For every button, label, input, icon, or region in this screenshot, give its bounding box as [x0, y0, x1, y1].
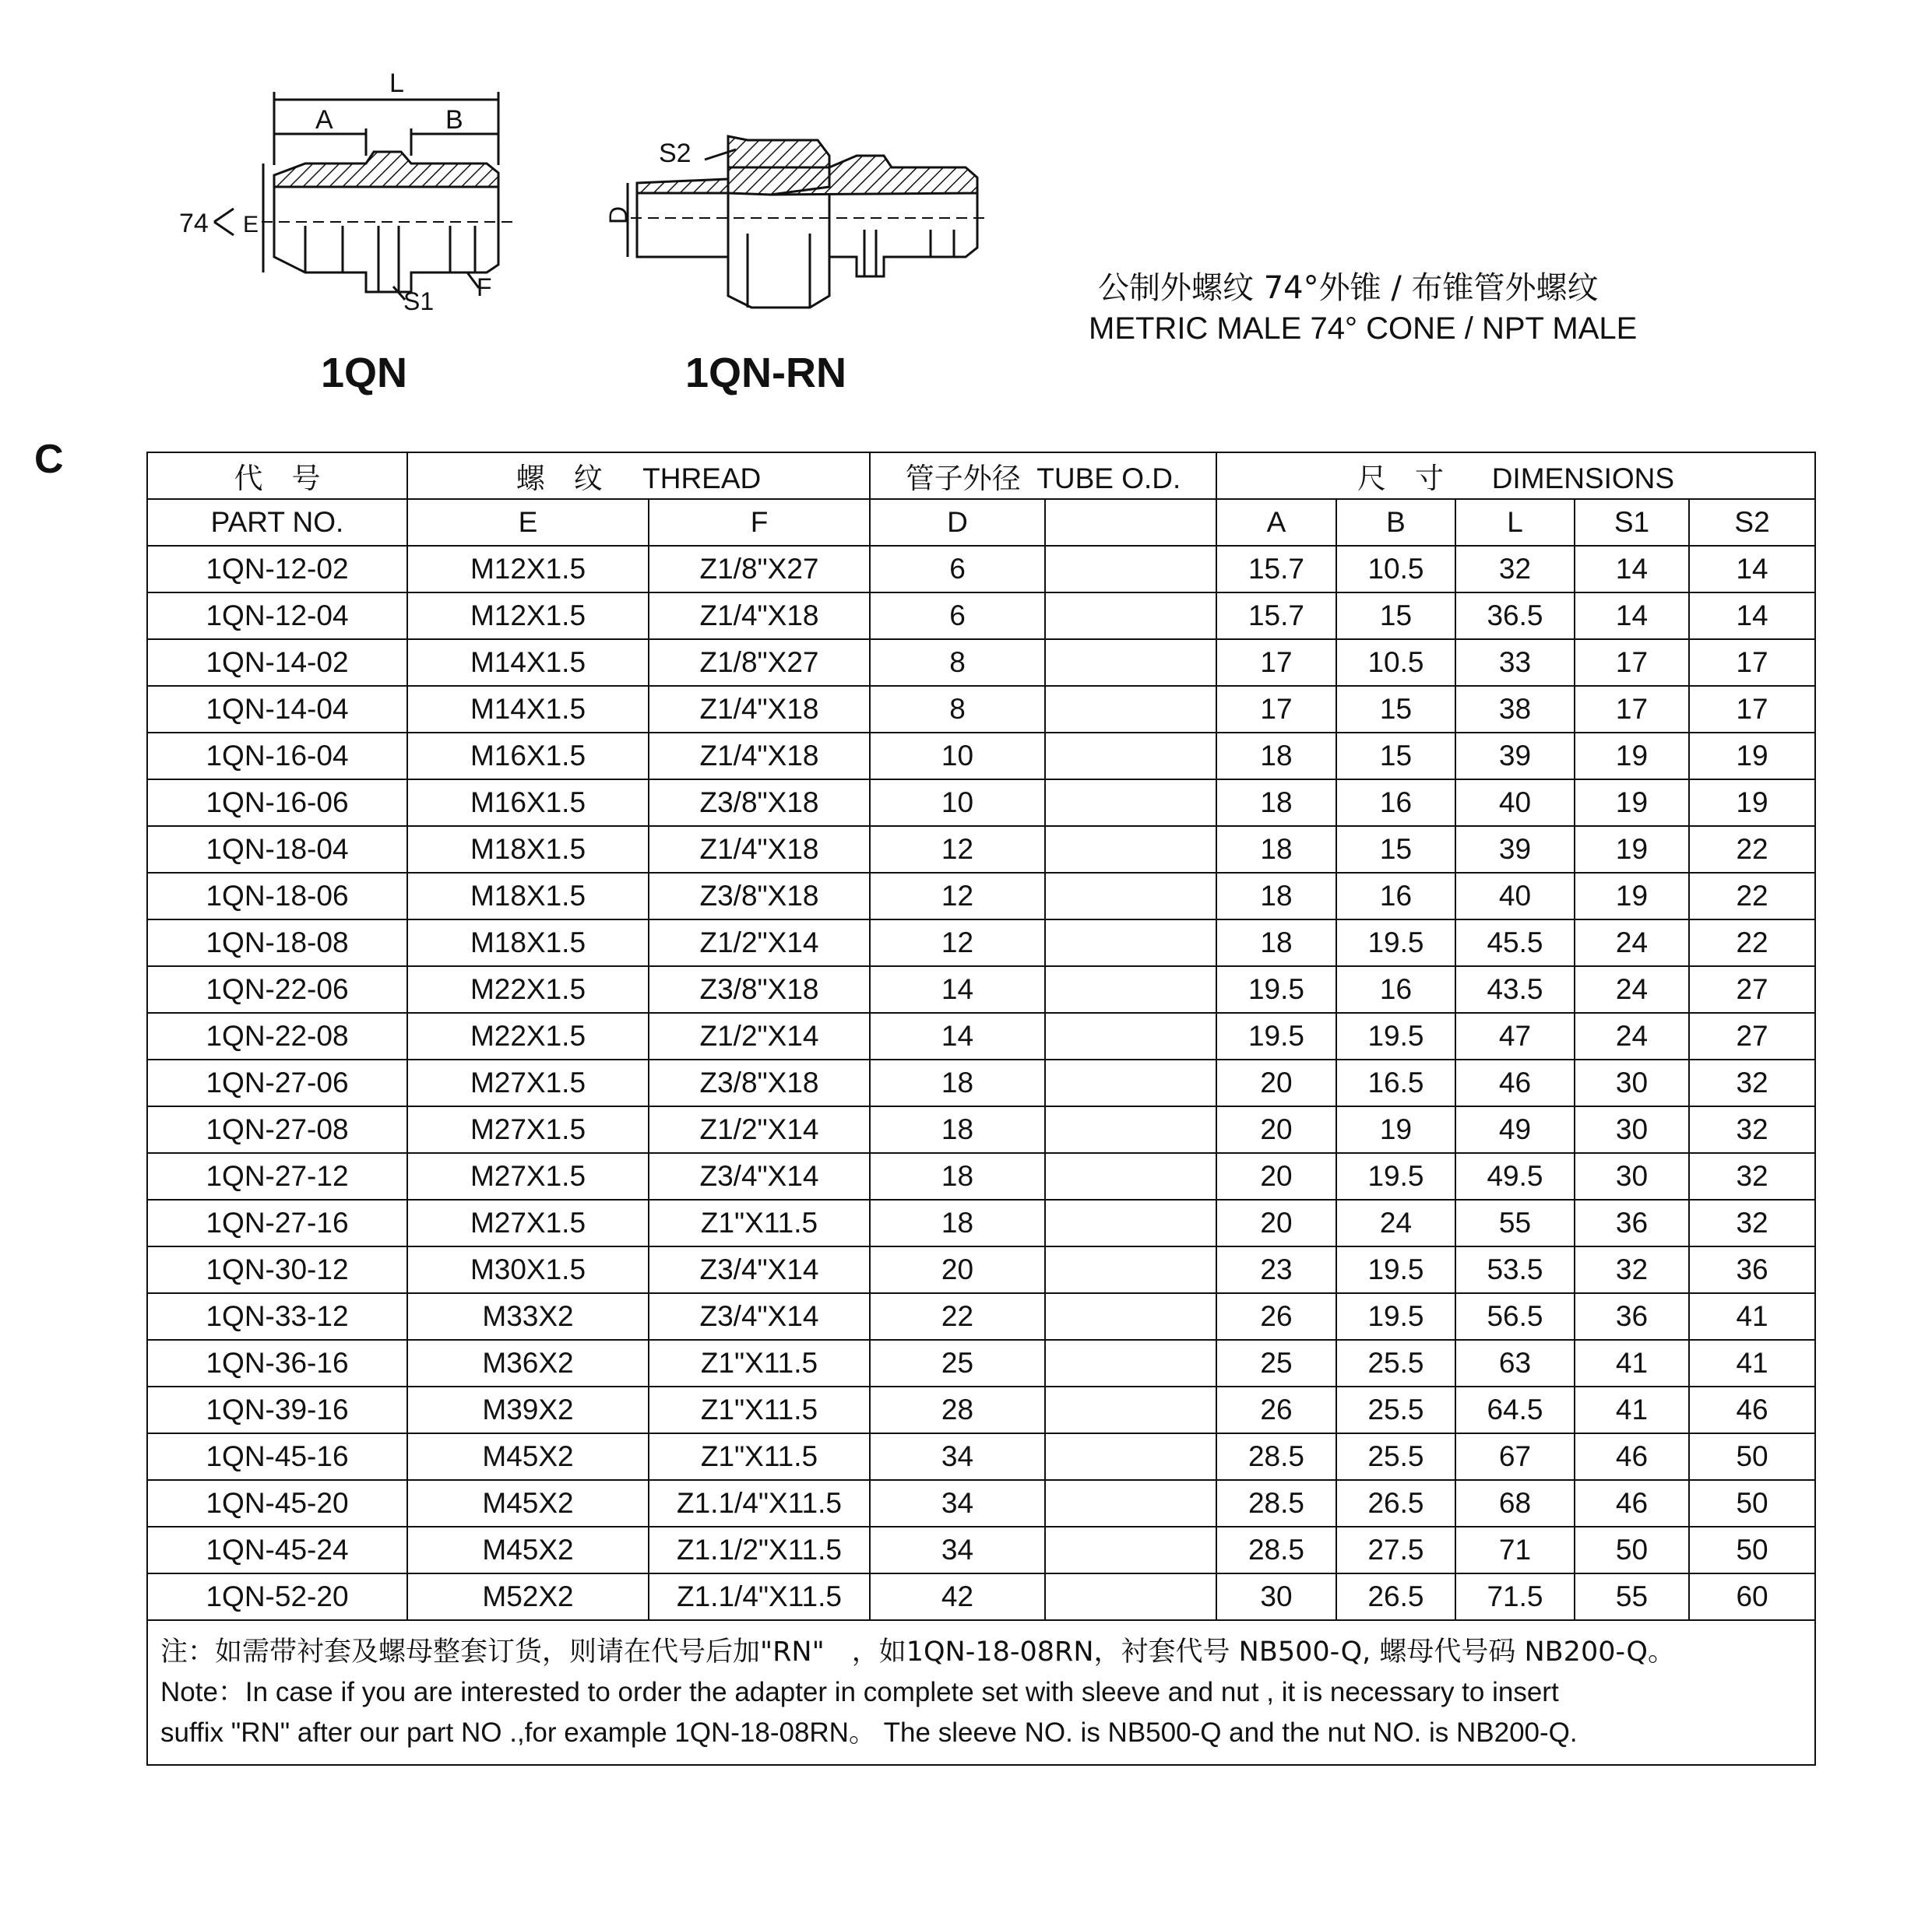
- table-row: [147, 1246, 1815, 1293]
- cell-part-no: 1QN-33-12: [147, 1293, 407, 1340]
- cell-thread-e: M27X1.5: [407, 1153, 649, 1200]
- drawing-1qn: [214, 92, 514, 300]
- cell-part-no: 1QN-16-04: [147, 733, 407, 779]
- cell-tube-d: 8: [870, 639, 1045, 686]
- header-tube: 管子外径 TUBE O.D.: [870, 452, 1216, 499]
- cell-thread-e: M22X1.5: [407, 1013, 649, 1060]
- spec-table: [146, 452, 1816, 1766]
- cell-thread-f: Z3/8"X18: [649, 966, 870, 1013]
- cell-dim-l: 64.5: [1455, 1387, 1575, 1433]
- cell-thread-f: Z1.1/4"X11.5: [649, 1573, 870, 1620]
- cell-dim-l: 56.5: [1455, 1293, 1575, 1340]
- table-row: [147, 1433, 1815, 1480]
- cell-tube-blank: [1045, 1246, 1216, 1293]
- cell-dim-b: 19.5: [1336, 1013, 1455, 1060]
- cell-part-no: 1QN-39-16: [147, 1387, 407, 1433]
- cell-dim-s1: 55: [1575, 1573, 1689, 1620]
- cell-dim-b: 10.5: [1336, 546, 1455, 592]
- note-chinese: 注：如需带衬套及螺母整套订货，则请在代号后加"RN" ，如1QN-18-08RN，衬套代号 NB500-Q, 螺母代号码 NB200-Q。: [160, 1636, 1675, 1668]
- table-row: [147, 1106, 1815, 1153]
- cell-dim-s2: 32: [1689, 1200, 1815, 1246]
- cell-dim-a: 28.5: [1216, 1480, 1336, 1527]
- cell-part-no: 1QN-18-04: [147, 826, 407, 873]
- cell-dim-a: 18: [1216, 919, 1336, 966]
- header-row-1: [147, 452, 1815, 499]
- note-cell: [147, 1620, 1815, 1765]
- cell-dim-s1: 36: [1575, 1293, 1689, 1340]
- cell-tube-blank: [1045, 1153, 1216, 1200]
- cell-dim-b: 15: [1336, 826, 1455, 873]
- cell-dim-s2: 36: [1689, 1246, 1815, 1293]
- cell-tube-blank: [1045, 1433, 1216, 1480]
- cell-tube-d: 18: [870, 1106, 1045, 1153]
- cell-dim-s2: 27: [1689, 966, 1815, 1013]
- cell-dim-a: 18: [1216, 873, 1336, 919]
- cell-dim-l: 38: [1455, 686, 1575, 733]
- header-part-en: PART NO.: [147, 499, 407, 546]
- cell-dim-s1: 19: [1575, 873, 1689, 919]
- cell-thread-f: Z3/8"X18: [649, 1060, 870, 1106]
- cell-part-no: 1QN-12-04: [147, 592, 407, 639]
- cell-tube-d: 34: [870, 1480, 1045, 1527]
- cell-thread-f: Z1/2"X14: [649, 1106, 870, 1153]
- cell-thread-f: Z3/8"X18: [649, 873, 870, 919]
- dim-label-d: D: [604, 206, 632, 224]
- cell-thread-e: M27X1.5: [407, 1200, 649, 1246]
- cell-thread-e: M33X2: [407, 1293, 649, 1340]
- cell-tube-d: 20: [870, 1246, 1045, 1293]
- header-col-f: F: [649, 499, 870, 546]
- cell-dim-b: 16: [1336, 966, 1455, 1013]
- cell-thread-f: Z3/8"X18: [649, 779, 870, 826]
- cell-dim-l: 45.5: [1455, 919, 1575, 966]
- header-col-s1: S1: [1575, 499, 1689, 546]
- cell-thread-e: M52X2: [407, 1573, 649, 1620]
- cell-thread-e: M27X1.5: [407, 1106, 649, 1153]
- cell-dim-l: 49.5: [1455, 1153, 1575, 1200]
- cell-tube-d: 34: [870, 1527, 1045, 1573]
- cell-dim-a: 18: [1216, 733, 1336, 779]
- cell-tube-d: 25: [870, 1340, 1045, 1387]
- cell-dim-l: 40: [1455, 779, 1575, 826]
- cell-tube-blank: [1045, 826, 1216, 873]
- cell-tube-d: 14: [870, 1013, 1045, 1060]
- cell-dim-s1: 36: [1575, 1200, 1689, 1246]
- cell-dim-b: 19.5: [1336, 1293, 1455, 1340]
- cell-dim-l: 49: [1455, 1106, 1575, 1153]
- table-row: [147, 1480, 1815, 1527]
- cell-tube-d: 22: [870, 1293, 1045, 1340]
- table-row: [147, 1573, 1815, 1620]
- cell-dim-a: 15.7: [1216, 546, 1336, 592]
- cell-tube-d: 6: [870, 546, 1045, 592]
- cell-tube-d: 18: [870, 1060, 1045, 1106]
- cell-dim-b: 25.5: [1336, 1340, 1455, 1387]
- cell-dim-s1: 30: [1575, 1106, 1689, 1153]
- cell-tube-blank: [1045, 1106, 1216, 1153]
- cell-dim-s1: 32: [1575, 1246, 1689, 1293]
- header-col-d: D: [870, 499, 1045, 546]
- cell-dim-l: 71: [1455, 1527, 1575, 1573]
- cell-dim-a: 17: [1216, 639, 1336, 686]
- cell-dim-b: 19.5: [1336, 919, 1455, 966]
- cell-dim-s2: 32: [1689, 1153, 1815, 1200]
- cell-dim-a: 20: [1216, 1153, 1336, 1200]
- cell-thread-e: M14X1.5: [407, 639, 649, 686]
- cell-dim-l: 39: [1455, 826, 1575, 873]
- dim-label-f: F: [477, 273, 492, 301]
- cell-dim-s2: 50: [1689, 1480, 1815, 1527]
- cell-dim-b: 10.5: [1336, 639, 1455, 686]
- cell-dim-s2: 17: [1689, 686, 1815, 733]
- cell-dim-a: 17: [1216, 686, 1336, 733]
- cell-dim-a: 20: [1216, 1106, 1336, 1153]
- cell-part-no: 1QN-45-24: [147, 1527, 407, 1573]
- note-row: [147, 1620, 1815, 1765]
- cell-dim-l: 39: [1455, 733, 1575, 779]
- table-row: [147, 1387, 1815, 1433]
- cell-dim-s2: 50: [1689, 1527, 1815, 1573]
- cell-tube-d: 6: [870, 592, 1045, 639]
- cell-tube-d: 10: [870, 733, 1045, 779]
- table-row: [147, 1293, 1815, 1340]
- cell-dim-s2: 60: [1689, 1573, 1815, 1620]
- table-row: [147, 826, 1815, 873]
- header-row-2: [147, 499, 1815, 546]
- cell-dim-b: 19.5: [1336, 1153, 1455, 1200]
- header-col-e: E: [407, 499, 649, 546]
- table-row: [147, 592, 1815, 639]
- cell-thread-f: Z1/4"X18: [649, 733, 870, 779]
- table-row: [147, 546, 1815, 592]
- cell-thread-e: M12X1.5: [407, 592, 649, 639]
- cell-tube-blank: [1045, 1527, 1216, 1573]
- cell-tube-blank: [1045, 779, 1216, 826]
- cell-part-no: 1QN-36-16: [147, 1340, 407, 1387]
- dim-label-l: L: [389, 69, 404, 98]
- cell-dim-b: 15: [1336, 592, 1455, 639]
- cell-part-no: 1QN-30-12: [147, 1246, 407, 1293]
- cell-tube-d: 10: [870, 779, 1045, 826]
- cell-dim-s2: 22: [1689, 873, 1815, 919]
- cell-dim-s1: 50: [1575, 1527, 1689, 1573]
- cell-part-no: 1QN-18-06: [147, 873, 407, 919]
- table-row: [147, 639, 1815, 686]
- cell-dim-a: 20: [1216, 1200, 1336, 1246]
- cell-dim-s2: 19: [1689, 779, 1815, 826]
- cell-tube-blank: [1045, 592, 1216, 639]
- cell-dim-b: 25.5: [1336, 1433, 1455, 1480]
- table-row: [147, 1013, 1815, 1060]
- cell-dim-s2: 41: [1689, 1293, 1815, 1340]
- header-dimensions: 尺 寸 DIMENSIONS: [1216, 452, 1815, 499]
- cell-thread-e: M45X2: [407, 1480, 649, 1527]
- cell-dim-l: 63: [1455, 1340, 1575, 1387]
- cell-dim-s1: 14: [1575, 592, 1689, 639]
- model-label-1qn: 1QN: [321, 350, 408, 396]
- table-row: [147, 1527, 1815, 1573]
- cell-part-no: 1QN-45-20: [147, 1480, 407, 1527]
- cell-dim-s1: 24: [1575, 966, 1689, 1013]
- cell-dim-a: 20: [1216, 1060, 1336, 1106]
- cell-part-no: 1QN-27-06: [147, 1060, 407, 1106]
- cell-dim-s2: 32: [1689, 1106, 1815, 1153]
- section-letter: C: [34, 437, 64, 482]
- cell-dim-a: 26: [1216, 1387, 1336, 1433]
- cell-thread-e: M16X1.5: [407, 733, 649, 779]
- cell-part-no: 1QN-27-08: [147, 1106, 407, 1153]
- cell-dim-l: 36.5: [1455, 592, 1575, 639]
- cell-thread-f: Z1"X11.5: [649, 1200, 870, 1246]
- table-row: [147, 1200, 1815, 1246]
- cell-tube-d: 34: [870, 1433, 1045, 1480]
- cell-thread-e: M18X1.5: [407, 919, 649, 966]
- cell-tube-blank: [1045, 1200, 1216, 1246]
- cell-dim-a: 25: [1216, 1340, 1336, 1387]
- cell-tube-d: 12: [870, 873, 1045, 919]
- cell-dim-s1: 41: [1575, 1387, 1689, 1433]
- cell-tube-blank: [1045, 873, 1216, 919]
- cell-dim-s2: 14: [1689, 546, 1815, 592]
- cell-tube-d: 12: [870, 919, 1045, 966]
- title-chinese: 公制外螺纹 74°外锥 / 布锥管外螺纹: [1098, 270, 1599, 306]
- cell-dim-l: 32: [1455, 546, 1575, 592]
- header-col-blank: [1045, 499, 1216, 546]
- note-english-1: Note：In case if you are interested to order the adapter in complete set with sleeve and nut , it is necessary to insert: [160, 1677, 1559, 1707]
- cell-dim-s1: 14: [1575, 546, 1689, 592]
- cell-part-no: 1QN-16-06: [147, 779, 407, 826]
- cell-tube-blank: [1045, 1060, 1216, 1106]
- cell-dim-b: 25.5: [1336, 1387, 1455, 1433]
- model-label-1qn-rn: 1QN-RN: [685, 350, 847, 396]
- cell-dim-b: 19: [1336, 1106, 1455, 1153]
- cell-dim-s2: 17: [1689, 639, 1815, 686]
- cell-thread-e: M16X1.5: [407, 779, 649, 826]
- cell-part-no: 1QN-27-16: [147, 1200, 407, 1246]
- table-body: [147, 546, 1815, 1620]
- cell-thread-f: Z1.1/4"X11.5: [649, 1480, 870, 1527]
- cell-thread-f: Z3/4"X14: [649, 1153, 870, 1200]
- cell-thread-e: M39X2: [407, 1387, 649, 1433]
- cell-part-no: 1QN-45-16: [147, 1433, 407, 1480]
- cell-part-no: 1QN-27-12: [147, 1153, 407, 1200]
- cell-thread-f: Z1/8"X27: [649, 639, 870, 686]
- cell-dim-s2: 22: [1689, 826, 1815, 873]
- dim-label-angle: 74: [179, 209, 209, 238]
- cell-dim-l: 68: [1455, 1480, 1575, 1527]
- cell-thread-f: Z1/2"X14: [649, 1013, 870, 1060]
- cell-thread-e: M30X1.5: [407, 1246, 649, 1293]
- cell-dim-a: 28.5: [1216, 1433, 1336, 1480]
- cell-tube-d: 14: [870, 966, 1045, 1013]
- cell-dim-b: 16: [1336, 873, 1455, 919]
- header-col-b: B: [1336, 499, 1455, 546]
- table-row: [147, 1153, 1815, 1200]
- cell-dim-s1: 19: [1575, 826, 1689, 873]
- cell-dim-s1: 30: [1575, 1060, 1689, 1106]
- dim-label-s2: S2: [659, 139, 692, 168]
- cell-dim-b: 26.5: [1336, 1573, 1455, 1620]
- cell-thread-f: Z1"X11.5: [649, 1387, 870, 1433]
- cell-dim-l: 40: [1455, 873, 1575, 919]
- cell-dim-b: 26.5: [1336, 1480, 1455, 1527]
- cell-part-no: 1QN-14-04: [147, 686, 407, 733]
- table-row: [147, 966, 1815, 1013]
- cell-thread-e: M18X1.5: [407, 873, 649, 919]
- cell-tube-blank: [1045, 546, 1216, 592]
- cell-tube-d: 42: [870, 1573, 1045, 1620]
- cell-thread-f: Z1/8"X27: [649, 546, 870, 592]
- table-row: [147, 1060, 1815, 1106]
- cell-dim-l: 67: [1455, 1433, 1575, 1480]
- cell-tube-d: 12: [870, 826, 1045, 873]
- header-col-l: L: [1455, 499, 1575, 546]
- cell-dim-b: 24: [1336, 1200, 1455, 1246]
- cell-dim-s1: 19: [1575, 733, 1689, 779]
- header-part-cn: 代 号: [147, 452, 407, 499]
- cell-dim-a: 23: [1216, 1246, 1336, 1293]
- cell-dim-l: 43.5: [1455, 966, 1575, 1013]
- cell-dim-s1: 17: [1575, 686, 1689, 733]
- cell-dim-a: 18: [1216, 779, 1336, 826]
- cell-dim-a: 30: [1216, 1573, 1336, 1620]
- cell-dim-s2: 41: [1689, 1340, 1815, 1387]
- cell-thread-f: Z1/2"X14: [649, 919, 870, 966]
- cell-dim-s1: 41: [1575, 1340, 1689, 1387]
- cell-tube-blank: [1045, 919, 1216, 966]
- cell-dim-l: 46: [1455, 1060, 1575, 1106]
- title-english: METRIC MALE 74° CONE / NPT MALE: [1089, 311, 1638, 346]
- cell-thread-f: Z1"X11.5: [649, 1433, 870, 1480]
- cell-thread-e: M45X2: [407, 1527, 649, 1573]
- table-row: [147, 919, 1815, 966]
- cell-dim-s1: 24: [1575, 919, 1689, 966]
- dim-label-a: A: [315, 105, 333, 135]
- cell-dim-s1: 46: [1575, 1480, 1689, 1527]
- cell-tube-blank: [1045, 1387, 1216, 1433]
- cell-dim-b: 15: [1336, 733, 1455, 779]
- cell-thread-e: M14X1.5: [407, 686, 649, 733]
- cell-dim-s1: 46: [1575, 1433, 1689, 1480]
- cell-dim-s1: 17: [1575, 639, 1689, 686]
- cell-dim-a: 18: [1216, 826, 1336, 873]
- cell-tube-blank: [1045, 1293, 1216, 1340]
- cell-dim-b: 15: [1336, 686, 1455, 733]
- table-row: [147, 1340, 1815, 1387]
- header-col-s2: S2: [1689, 499, 1815, 546]
- cell-thread-e: M27X1.5: [407, 1060, 649, 1106]
- cell-part-no: 1QN-18-08: [147, 919, 407, 966]
- cell-dim-s1: 30: [1575, 1153, 1689, 1200]
- cell-dim-b: 27.5: [1336, 1527, 1455, 1573]
- technical-drawings: [0, 0, 1932, 436]
- cell-dim-a: 28.5: [1216, 1527, 1336, 1573]
- cell-dim-l: 55: [1455, 1200, 1575, 1246]
- header-thread: 螺 纹 THREAD: [407, 452, 870, 499]
- cell-part-no: 1QN-22-08: [147, 1013, 407, 1060]
- cell-tube-blank: [1045, 1480, 1216, 1527]
- cell-tube-blank: [1045, 1573, 1216, 1620]
- cell-dim-a: 19.5: [1216, 966, 1336, 1013]
- cell-thread-e: M45X2: [407, 1433, 649, 1480]
- cell-tube-d: 18: [870, 1200, 1045, 1246]
- cell-dim-a: 19.5: [1216, 1013, 1336, 1060]
- cell-dim-a: 15.7: [1216, 592, 1336, 639]
- table-row: [147, 686, 1815, 733]
- dim-label-b: B: [445, 105, 463, 135]
- cell-tube-blank: [1045, 1013, 1216, 1060]
- cell-thread-e: M36X2: [407, 1340, 649, 1387]
- cell-part-no: 1QN-52-20: [147, 1573, 407, 1620]
- cell-dim-a: 26: [1216, 1293, 1336, 1340]
- cell-dim-s2: 32: [1689, 1060, 1815, 1106]
- cell-dim-s2: 22: [1689, 919, 1815, 966]
- cell-dim-l: 53.5: [1455, 1246, 1575, 1293]
- cell-tube-d: 8: [870, 686, 1045, 733]
- cell-thread-f: Z3/4"X14: [649, 1293, 870, 1340]
- cell-thread-f: Z1/4"X18: [649, 686, 870, 733]
- cell-dim-s2: 27: [1689, 1013, 1815, 1060]
- cell-tube-blank: [1045, 733, 1216, 779]
- cell-thread-e: M18X1.5: [407, 826, 649, 873]
- cell-dim-s1: 24: [1575, 1013, 1689, 1060]
- cell-tube-blank: [1045, 966, 1216, 1013]
- cell-dim-s2: 19: [1689, 733, 1815, 779]
- cell-part-no: 1QN-12-02: [147, 546, 407, 592]
- header-col-a: A: [1216, 499, 1336, 546]
- cell-thread-f: Z1/4"X18: [649, 592, 870, 639]
- cell-dim-s2: 14: [1689, 592, 1815, 639]
- cell-thread-f: Z1/4"X18: [649, 826, 870, 873]
- cell-dim-s2: 46: [1689, 1387, 1815, 1433]
- cell-dim-b: 19.5: [1336, 1246, 1455, 1293]
- cell-thread-f: Z1.1/2"X11.5: [649, 1527, 870, 1573]
- cell-dim-s1: 19: [1575, 779, 1689, 826]
- cell-dim-l: 33: [1455, 639, 1575, 686]
- cell-thread-e: M12X1.5: [407, 546, 649, 592]
- cell-dim-l: 71.5: [1455, 1573, 1575, 1620]
- cell-thread-f: Z1"X11.5: [649, 1340, 870, 1387]
- cell-tube-d: 18: [870, 1153, 1045, 1200]
- cell-tube-blank: [1045, 686, 1216, 733]
- cell-thread-e: M22X1.5: [407, 966, 649, 1013]
- cell-tube-blank: [1045, 639, 1216, 686]
- cell-thread-f: Z3/4"X14: [649, 1246, 870, 1293]
- table-row: [147, 779, 1815, 826]
- dim-label-e: E: [243, 212, 259, 237]
- cell-part-no: 1QN-22-06: [147, 966, 407, 1013]
- dim-label-s1: S1: [403, 287, 435, 315]
- note-english-2: suffix "RN" after our part NO .,for example 1QN-18-08RN。 The sleeve NO. is NB500-Q and the nut NO. is NB200-Q.: [160, 1717, 1578, 1748]
- cell-dim-s2: 50: [1689, 1433, 1815, 1480]
- cell-dim-b: 16.5: [1336, 1060, 1455, 1106]
- table-row: [147, 733, 1815, 779]
- cell-tube-blank: [1045, 1340, 1216, 1387]
- cell-part-no: 1QN-14-02: [147, 639, 407, 686]
- cell-dim-b: 16: [1336, 779, 1455, 826]
- cell-tube-d: 28: [870, 1387, 1045, 1433]
- table-row: [147, 873, 1815, 919]
- cell-dim-l: 47: [1455, 1013, 1575, 1060]
